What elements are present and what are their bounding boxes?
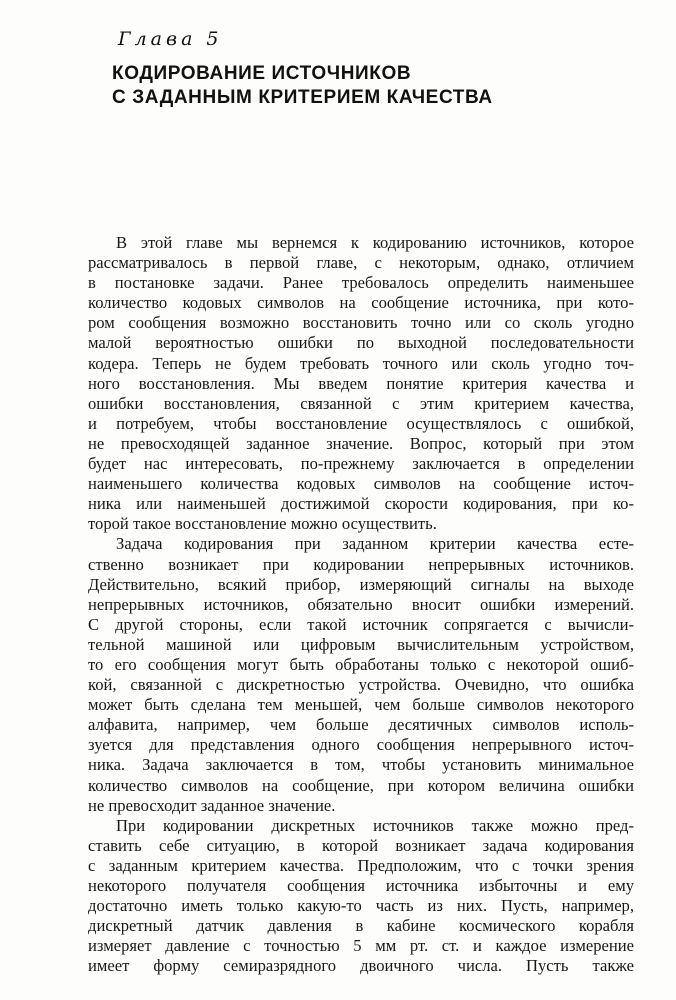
text-line: будет нас интересовать, по-прежнему заключается в определении (88, 454, 634, 474)
text-line: С другой стороны, если такой источник сопрягается с вычисли- (88, 614, 634, 634)
chapter-title-line: КОДИРОВАНИЕ ИСТОЧНИКОВ (112, 63, 412, 84)
text-line: ром сообщения возможно восстановить точно или со сколь угодно (88, 313, 634, 333)
text-line: При кодировании дискретных источников также можно пред- (116, 815, 634, 835)
chapter-title-line: С ЗАДАННЫМ КРИТЕРИЕМ КАЧЕСТВА (112, 87, 493, 108)
text-line: непрерывных источников, обязательно вносит ошибки измерений. (88, 594, 634, 614)
text-line: в постановке задачи. Ранее требовалось определить наименьшее (88, 273, 634, 293)
text-line: наименьшего количества кодовых символов на сообщение источ- (88, 474, 634, 494)
text-line: не превосходящей заданное значение. Вопрос, который при этом (88, 433, 634, 453)
text-line: ного восстановления. Мы введем понятие критерия качества и (88, 373, 634, 393)
text-line: торой такое восстановление можно осуществить. (88, 514, 437, 534)
text-line: ошибки восстановления, связанной с этим критерием качества, (88, 393, 634, 413)
text-line: с заданным критерием качества. Предположим, что с точки зрения (88, 855, 634, 875)
text-line: дискретный датчик давления в кабине космического корабля (88, 916, 634, 936)
text-line: рассматривалось в первой главе, с некоторым, однако, отличием (88, 253, 634, 273)
text-line: тельной машиной или цифровым вычислительным устройством, (88, 634, 634, 654)
text-line: и потребуем, чтобы восстановление осуществлялось с ошибкой, (88, 413, 634, 433)
text-line: Действительно, всякий прибор, измеряющий сигналы на выходе (88, 574, 634, 594)
chapter-label: Глава 5 (118, 28, 223, 50)
text-line: ственно возникает при кодировании непрерывных источников. (88, 554, 634, 574)
text-line: кой, связанной с дискретностью устройства. Очевидно, что ошибка (88, 675, 634, 695)
text-line: имеет форму семиразрядного двоичного числа. Пусть также (88, 956, 634, 976)
text-line: В этой главе мы вернемся к кодированию источников, которое (116, 233, 634, 252)
text-line: Задача кодирования при заданном критерии качества есте- (116, 534, 634, 554)
text-line: ника. Задача заключается в том, чтобы установить минимальное (88, 755, 634, 775)
text-line: количество символов на сообщение, при котором величина ошибки (88, 775, 634, 795)
text-line: малой вероятностью ошибки по выходной последовательности (88, 333, 634, 353)
text-line: ника или наименьшей достижимой скорости кодирования, при ко- (88, 494, 634, 514)
text-line: кодера. Теперь не будем требовать точного или сколь угодно точ- (88, 353, 634, 373)
body-text (88, 233, 634, 976)
chapter-title (112, 62, 493, 110)
text-line: измеряет давление с точностью 5 мм рт. ст. и каждое измерение (88, 936, 634, 956)
text-line: не превосходит заданное значение. (88, 795, 336, 815)
text-line: количество кодовых символов на сообщение источника, при кото- (88, 293, 634, 313)
text-line: зуется для представления одного сообщения непрерывного источ- (88, 735, 634, 755)
text-line: ставить себе ситуацию, в которой возникает задача кодирования (88, 835, 634, 855)
text-line: некоторого получателя сообщения источника избыточны и ему (88, 876, 634, 895)
text-line: то его сообщения могут быть обработаны только с некоторой ошиб- (88, 654, 634, 674)
text-line: алфавита, например, чем больше десятичных символов исполь- (88, 715, 634, 735)
text-line: достаточно иметь только какую-то часть из них. Пусть, например, (88, 896, 634, 916)
text-line: может быть сделана тем меньшей, чем больше символов некоторого (88, 695, 634, 715)
